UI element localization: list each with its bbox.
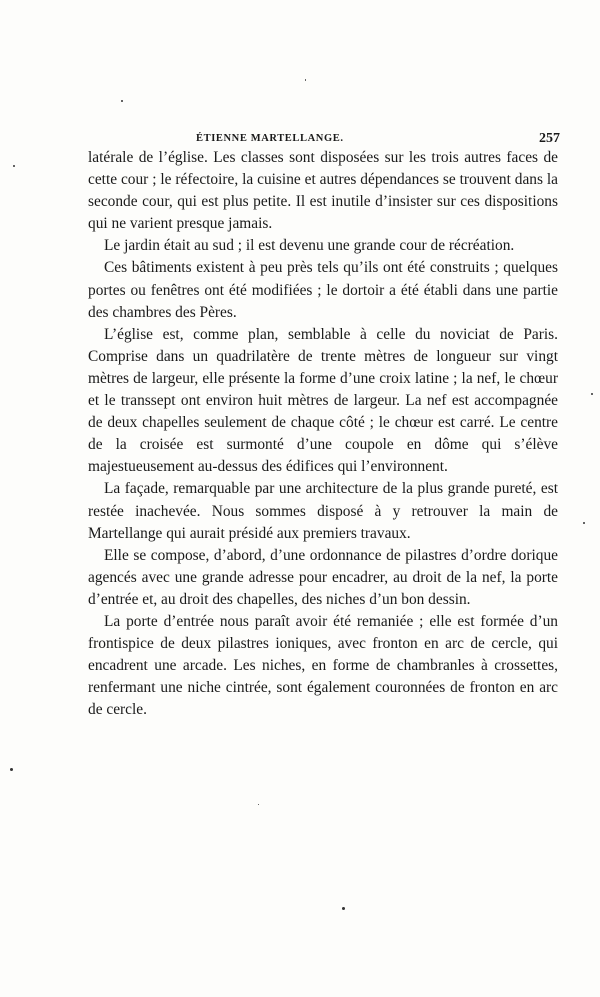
body-text	[88, 147, 558, 721]
paragraph: latérale de l’église. Les classes sont disposées sur les trois autres faces de cette cour ; le réfectoire, la cuisine et autres dépendances se trouvent dans la seconde cour, qui est plus petite. Il est inutile d’insister sur ces dispositions qui ne varient presque jamais.	[88, 149, 558, 233]
paragraph: Elle se compose, d’abord, d’une ordonnance de pilastres d’ordre dorique agencés avec une grande adresse pour encadrer, au droit de la nef, la porte d’entrée et, au droit des chapelles, des niches d’un bon dessin.	[88, 546, 558, 608]
scan-speck	[258, 804, 259, 805]
scan-speck	[305, 79, 306, 81]
paragraph: La porte d’entrée nous paraît avoir été remaniée ; elle est formée d’un frontispice de deux pilastres ioniques, avec fronton en arc de cercle, qui encadrent une arcade. Les niches, en forme de chambranles à crossettes, renfermant une niche cintrée, sont également couronnées de fronton en arc de cercle.	[88, 612, 558, 719]
scan-speck	[121, 100, 123, 102]
scan-speck	[342, 907, 345, 910]
scan-speck	[591, 393, 593, 395]
paragraph: Ces bâtiments existent à peu près tels qu’ils ont été construits ; quelques portes ou fenêtres ont été modifiées ; le dortoir a été établi dans une partie des chambres des Pères.	[88, 259, 558, 321]
scan-speck	[10, 768, 13, 771]
scan-speck	[583, 522, 585, 524]
running-head: ÉTIENNE MARTELLANGE.	[196, 133, 344, 144]
page-number: 257	[539, 131, 560, 146]
paragraph: La façade, remarquable par une architecture de la plus grande pureté, est restée inachevée. Nous sommes disposé à y retrouver la main de Martellange qui aurait présidé aux premiers travaux.	[88, 480, 558, 542]
paragraph: L’église est, comme plan, semblable à celle du noviciat de Paris. Comprise dans un quadrilatère de trente mètres de longueur sur vingt mètres de largeur, elle présente la forme d’une croix latine ; la nef, le chœur et le transsept ont environ huit mètres de largeur. La nef est accompagnée de deux chapelles seulement de chaque côté ; le chœur est carré. Le centre de la croisée est surmonté d’une coupole en dôme qui s’élève majestueusement au-dessus des édifices qui l’environnent.	[88, 325, 558, 476]
paragraph: Le jardin était au sud ; il est devenu une grande cour de récréation.	[104, 237, 515, 255]
scan-speck	[13, 165, 15, 167]
